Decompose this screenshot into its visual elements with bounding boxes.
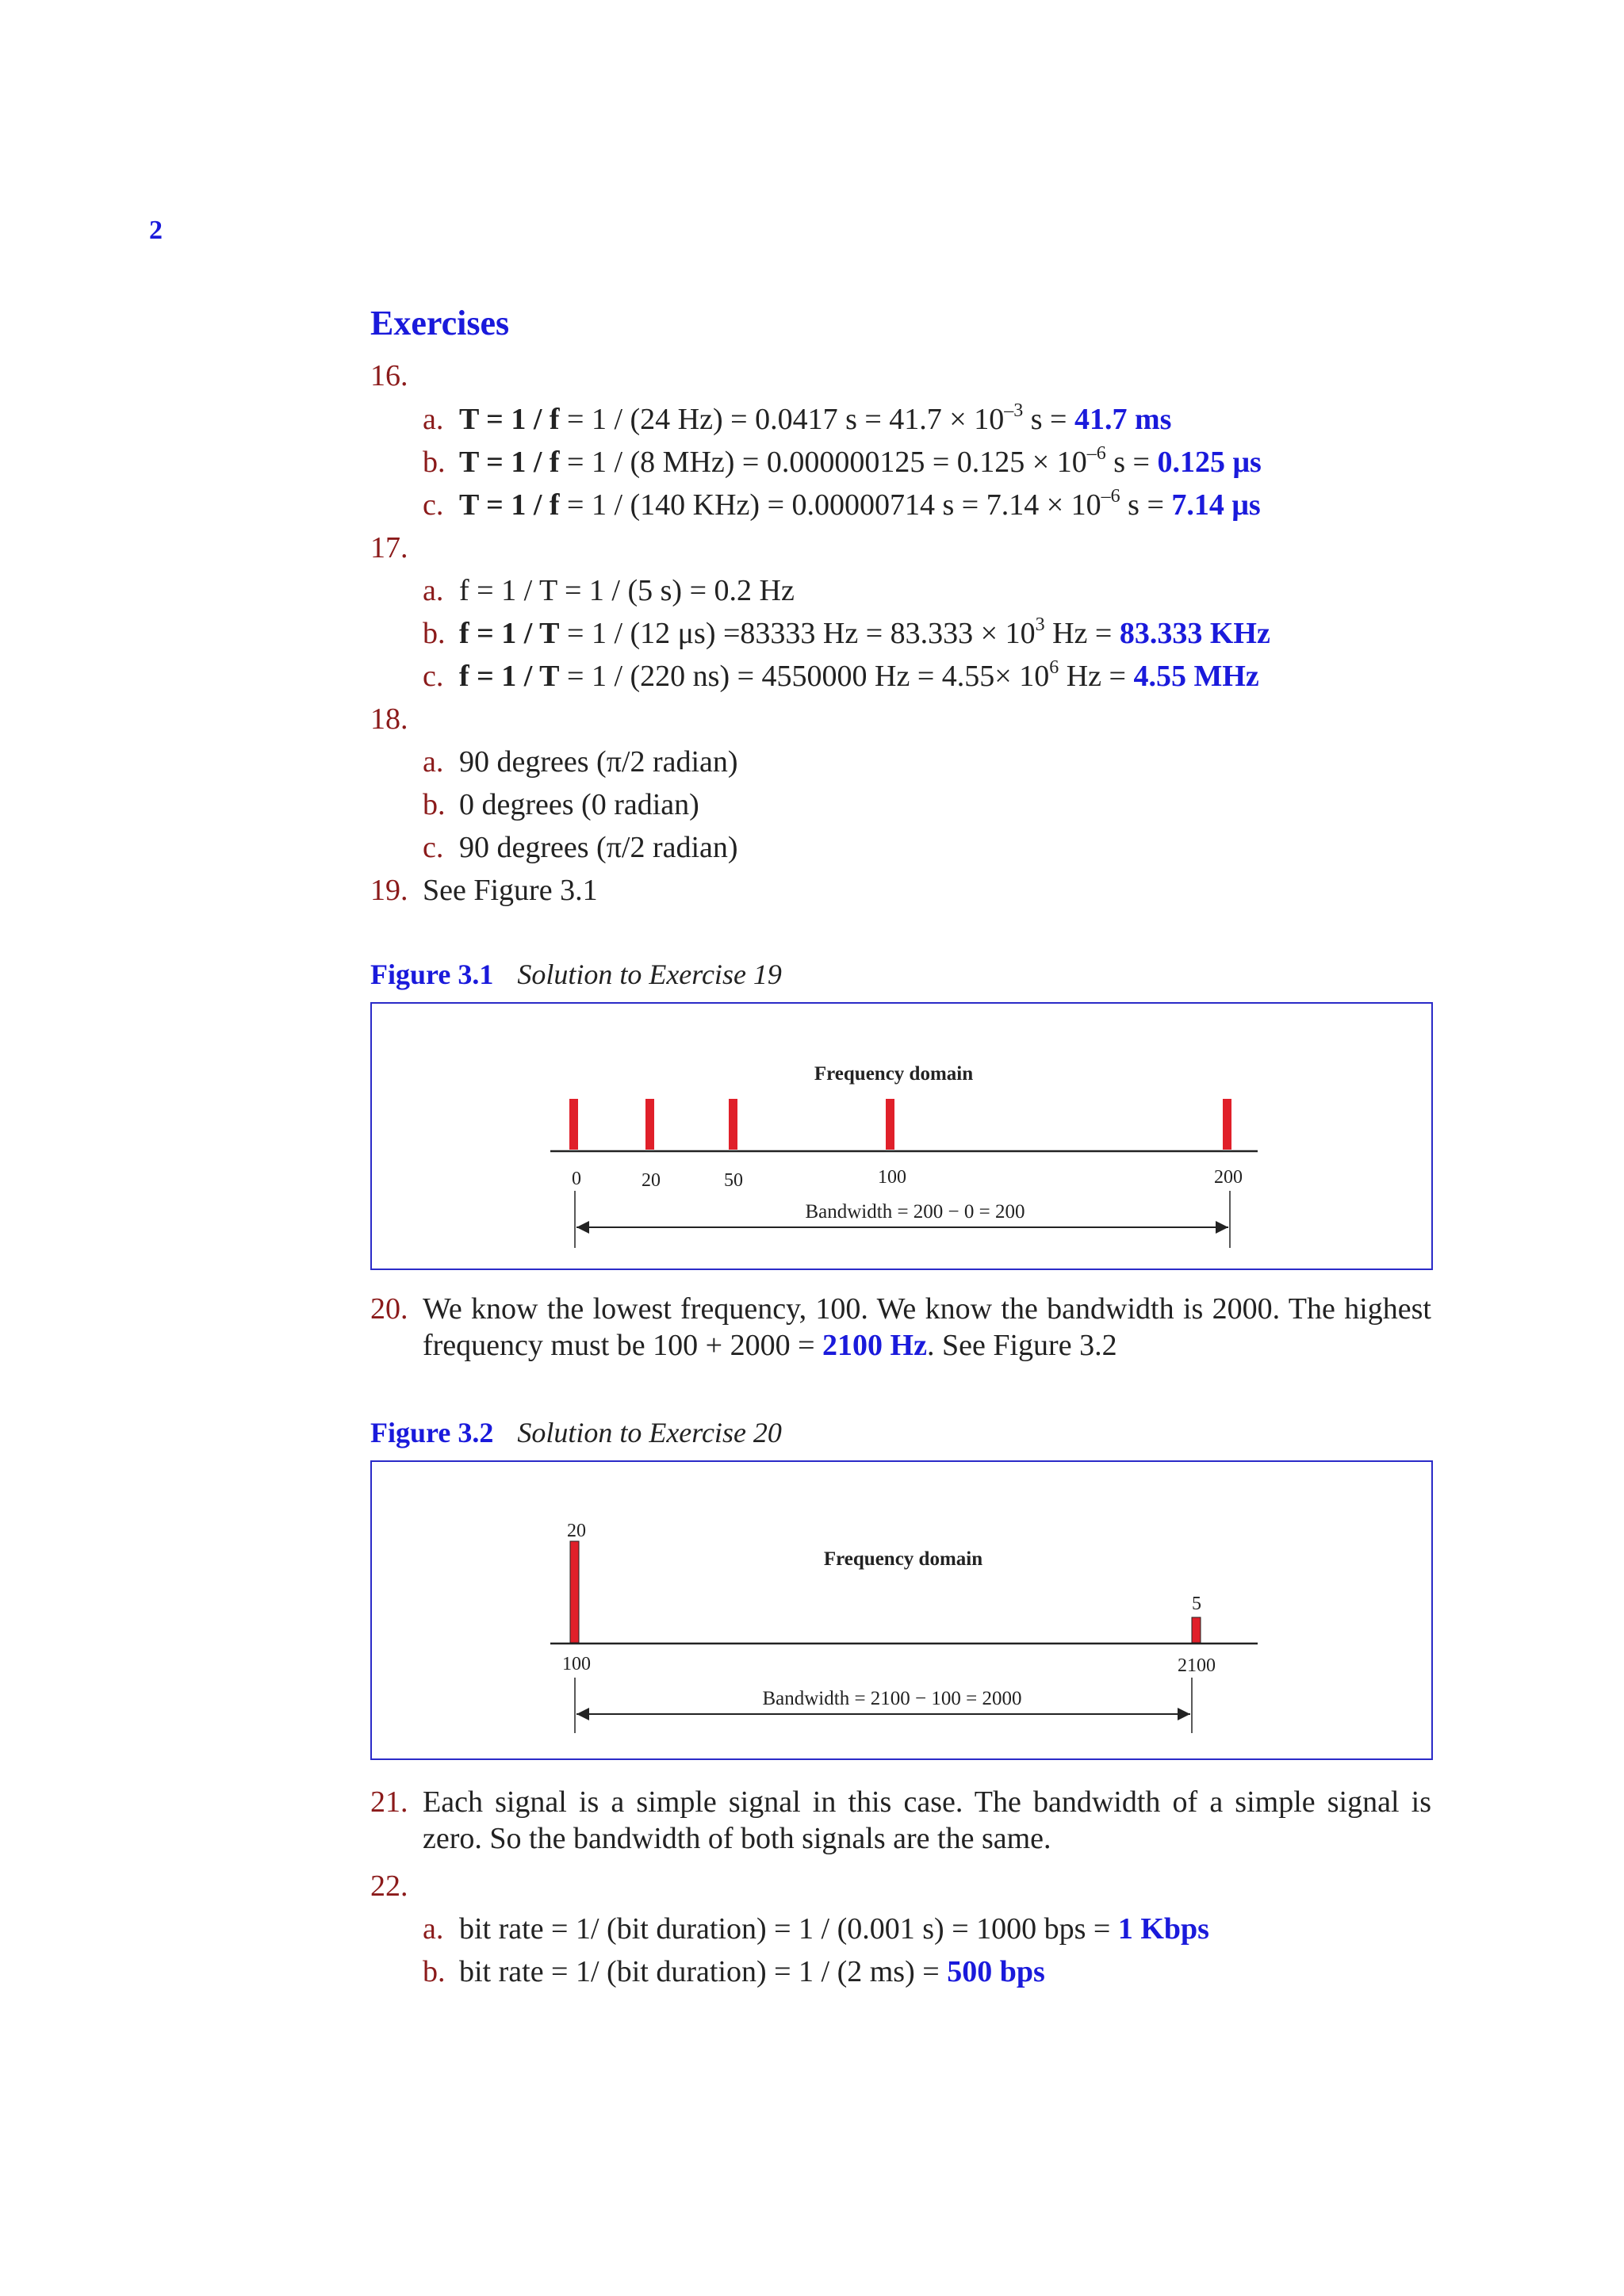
item-letter: a.	[423, 403, 444, 436]
formula-rest: = 1 / (220 ns) = 4550000 Hz = 4.55× 10	[559, 660, 1050, 693]
figure-label: Figure 3.1	[370, 959, 494, 990]
exercise-18c	[423, 832, 738, 863]
formula-tail: s =	[1105, 446, 1158, 479]
exercise-17b	[423, 614, 1270, 650]
exercise-16b	[423, 443, 1262, 479]
formula: f = 1 / T	[459, 617, 560, 650]
formula-rest: = 1 / (12 μs) =83333 Hz = 83.333 × 10	[559, 617, 1036, 650]
exponent: 6	[1049, 657, 1059, 678]
exercise-16a	[423, 400, 1172, 436]
spectrum-bar-20	[645, 1099, 654, 1150]
amplitude-label-left: 20	[567, 1521, 586, 1541]
exercise-22a	[423, 1914, 1209, 1944]
tick-label-right: 2100	[1178, 1655, 1216, 1676]
item-letter: c.	[423, 831, 444, 864]
exponent: –6	[1101, 486, 1120, 507]
item-letter: a.	[423, 1912, 444, 1946]
bandwidth-label: Bandwidth = 200 − 0 = 200	[805, 1201, 1025, 1223]
exercise-16c	[423, 486, 1261, 522]
item-letter: b.	[423, 617, 446, 650]
formula-tail: Hz =	[1059, 660, 1134, 693]
spectrum-bar-0	[569, 1099, 578, 1150]
bandwidth-label: Bandwidth = 2100 − 100 = 2000	[762, 1688, 1022, 1709]
exercise-18-number: 18.	[370, 702, 408, 736]
exercise-19-number: 19.	[370, 874, 408, 907]
exponent: –6	[1086, 443, 1106, 464]
section-heading: Exercises	[370, 304, 510, 342]
figure-3-2-title	[370, 1416, 782, 1449]
item-text: bit rate = 1/ (bit duration) = 1 / (2 ms) =	[459, 1955, 948, 1988]
exercise-19-text: See Figure 3.1	[423, 874, 598, 907]
figure-label: Figure 3.2	[370, 1417, 494, 1448]
answer: 2100 Hz	[822, 1329, 927, 1362]
diagram-title: Frequency domain	[814, 1063, 974, 1085]
answer: 7.14 μs	[1171, 488, 1261, 522]
tick-label: 200	[1214, 1167, 1243, 1188]
figure-caption: Solution to Exercise 20	[517, 1417, 782, 1448]
answer: 41.7 ms	[1074, 403, 1172, 436]
exercise-20-text	[423, 1291, 1431, 1364]
item-letter: b.	[423, 446, 446, 479]
tick-label: 50	[724, 1170, 743, 1191]
frequency-domain-diagram	[372, 1462, 1434, 1762]
exercise-22b	[423, 1957, 1045, 1987]
exercise-18a	[423, 747, 738, 777]
spectrum-bar-100	[570, 1541, 579, 1643]
exponent: –3	[1004, 400, 1024, 421]
tick-label-left: 100	[562, 1654, 591, 1674]
answer: 0.125 μs	[1157, 446, 1262, 479]
exercise-17c	[423, 657, 1259, 693]
formula-rest: = 1 / (24 Hz) = 0.0417 s = 41.7 × 10	[559, 403, 1005, 436]
formula-rest: = 1 / (8 MHz) = 0.000000125 = 0.125 × 10	[559, 446, 1087, 479]
answer: 500 bps	[947, 1955, 1045, 1988]
exercise-20-number: 20.	[370, 1292, 408, 1326]
formula: f = 1 / T	[459, 660, 560, 693]
exercise-17a	[423, 576, 795, 606]
figure-3-1	[370, 1002, 1433, 1270]
spectrum-bar-200	[1223, 1099, 1231, 1150]
item-letter: b.	[423, 788, 446, 821]
formula: T = 1 / f	[459, 488, 560, 522]
formula: T = 1 / f	[459, 446, 560, 479]
item-letter: c.	[423, 488, 444, 522]
formula-tail: s =	[1120, 488, 1172, 522]
item-letter: c.	[423, 660, 444, 693]
exercise-21-text: Each signal is a simple signal in this case. The bandwidth of a simple signal is zero. So the bandwidth of both signals are the same.	[423, 1785, 1431, 1855]
amplitude-label-right: 5	[1192, 1594, 1201, 1614]
formula-tail: s =	[1023, 403, 1074, 436]
paragraph-text-end: . See Figure 3.2	[926, 1329, 1117, 1362]
exercise-16-number: 16.	[370, 359, 408, 392]
formula-tail: Hz =	[1044, 617, 1120, 650]
figure-3-1-title	[370, 958, 782, 991]
item-text: 90 degrees (π/2 radian)	[459, 745, 738, 779]
frequency-domain-diagram	[372, 1004, 1434, 1272]
formula: T = 1 / f	[459, 403, 560, 436]
paragraph-text: We know the lowest frequency, 100. We know the bandwidth is 2000. The highest frequency must be 100 + 2000 =	[423, 1292, 1431, 1362]
item-letter: a.	[423, 745, 444, 779]
item-text: 0 degrees (0 radian)	[459, 788, 699, 821]
tick-label: 0	[572, 1169, 581, 1189]
answer: 4.55 MHz	[1133, 660, 1259, 693]
diagram-title: Frequency domain	[823, 1548, 983, 1570]
exercise-18b	[423, 790, 699, 820]
exercise-22-number: 22.	[370, 1869, 408, 1903]
tick-label: 20	[642, 1170, 661, 1191]
spectrum-bar-100	[886, 1099, 894, 1150]
exercise-17-number: 17.	[370, 531, 408, 564]
spectrum-bar-50	[729, 1099, 737, 1150]
exponent: 3	[1035, 614, 1045, 635]
spectrum-bar-2100	[1192, 1617, 1201, 1643]
answer: 83.333 KHz	[1119, 617, 1270, 650]
item-text: f = 1 / T = 1 / (5 s) = 0.2 Hz	[459, 574, 795, 607]
answer: 1 Kbps	[1117, 1912, 1209, 1946]
item-text: bit rate = 1/ (bit duration) = 1 / (0.001 s) = 1000 bps =	[459, 1912, 1118, 1946]
figure-caption: Solution to Exercise 19	[517, 959, 782, 990]
page-number: 2	[149, 216, 163, 245]
item-letter: b.	[423, 1955, 446, 1988]
figure-3-2	[370, 1460, 1433, 1760]
tick-label: 100	[878, 1167, 906, 1188]
item-text: 90 degrees (π/2 radian)	[459, 831, 738, 864]
exercise-21-number: 21.	[370, 1785, 408, 1819]
formula-rest: = 1 / (140 KHz) = 0.00000714 s = 7.14 × 10	[559, 488, 1101, 522]
item-letter: a.	[423, 574, 444, 607]
